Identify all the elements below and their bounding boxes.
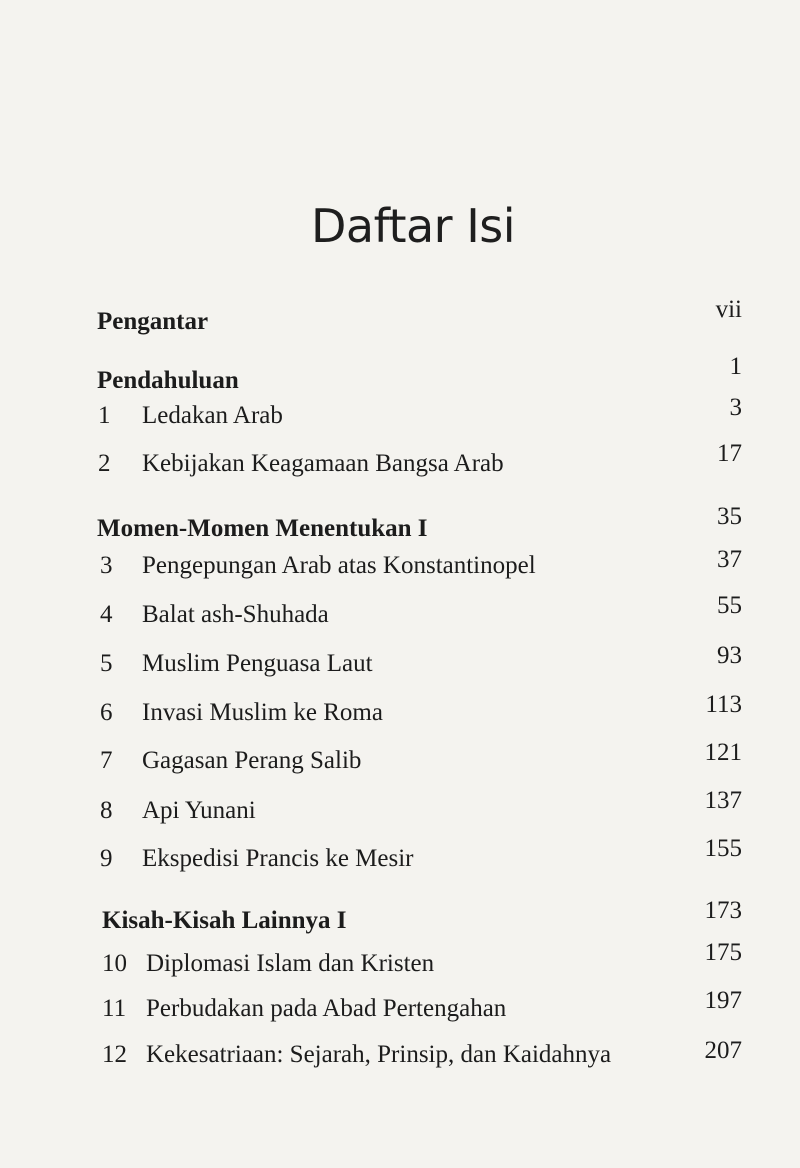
toc-chapter (0, 394, 800, 442)
chapter-number: 4 (100, 601, 113, 628)
section-page-number: vii (715, 296, 742, 323)
chapter-page-number: 175 (704, 939, 742, 966)
page-title: Daftar Isi (310, 198, 516, 253)
chapter-title: Invasi Muslim ke Roma (142, 699, 383, 726)
toc-chapter (0, 440, 800, 490)
chapter-page-number: 113 (705, 691, 742, 718)
chapter-page-number: 17 (717, 440, 742, 467)
chapter-page-number: 137 (704, 787, 742, 814)
chapter-page-number: 3 (729, 394, 742, 421)
toc-chapter (0, 592, 800, 641)
chapter-title: Ledakan Arab (142, 402, 283, 429)
chapter-title: Api Yunani (142, 797, 256, 824)
chapter-page-number: 37 (717, 546, 742, 573)
chapter-number: 10 (102, 950, 127, 977)
chapter-title: Ekspedisi Prancis ke Mesir (142, 845, 414, 872)
chapter-number: 6 (100, 699, 113, 726)
toc-chapter (0, 642, 800, 690)
toc-chapter (0, 987, 800, 1035)
chapter-number: 5 (100, 650, 113, 677)
section-label: Pengantar (97, 308, 209, 335)
chapter-title: Gagasan Perang Salib (142, 747, 362, 774)
toc-chapter (0, 691, 800, 739)
chapter-number: 12 (102, 1041, 127, 1068)
chapter-number: 2 (98, 450, 111, 477)
chapter-number: 9 (100, 845, 113, 872)
toc-chapter (0, 835, 800, 885)
section-page-number: 1 (729, 353, 742, 380)
chapter-number: 1 (98, 402, 111, 429)
chapter-title: Muslim Penguasa Laut (142, 650, 373, 677)
chapter-number: 7 (100, 747, 113, 774)
toc-chapter (0, 739, 800, 787)
chapter-number: 8 (100, 797, 113, 824)
chapter-number: 11 (102, 995, 127, 1022)
toc-section-pengantar (0, 296, 800, 336)
chapter-number: 3 (100, 552, 113, 579)
toc-section-momen (0, 503, 800, 543)
toc-section-pendahuluan (0, 353, 800, 393)
chapter-page-number: 121 (704, 739, 742, 766)
chapter-page-number: 207 (704, 1037, 742, 1064)
section-label: Momen-Momen Menentukan I (97, 515, 428, 542)
toc-chapter (0, 1037, 800, 1081)
chapter-title: Pengepungan Arab atas Konstantinopel (142, 552, 536, 579)
chapter-page-number: 155 (704, 835, 742, 862)
chapter-page-number: 93 (717, 642, 742, 669)
chapter-title: Balat ash-Shuhada (142, 601, 329, 628)
toc-chapter (0, 787, 800, 837)
toc-section-kisah (0, 897, 800, 937)
chapter-title: Kekesatriaan: Sejarah, Prinsip, dan Kaidahnya (146, 1041, 612, 1068)
section-page-number: 35 (717, 503, 742, 530)
chapter-title: Perbudakan pada Abad Pertengahan (146, 995, 507, 1022)
toc-chapter (0, 546, 800, 592)
section-label: Pendahuluan (97, 367, 239, 394)
chapter-title: Kebijakan Keagamaan Bangsa Arab (142, 450, 504, 477)
chapter-title: Diplomasi Islam dan Kristen (146, 950, 435, 977)
section-label: Kisah-Kisah Lainnya I (102, 907, 347, 934)
section-page-number: 173 (704, 897, 742, 924)
toc-chapter (0, 939, 800, 990)
chapter-page-number: 55 (717, 592, 742, 619)
chapter-page-number: 197 (704, 987, 742, 1014)
